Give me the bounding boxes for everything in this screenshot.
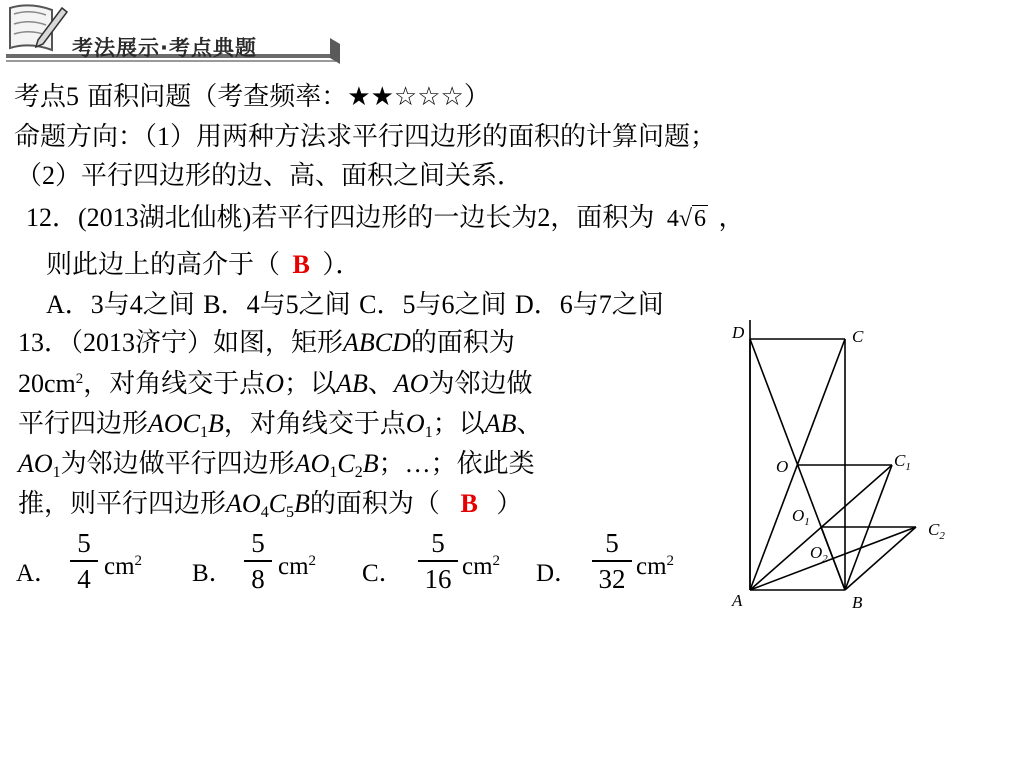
topic-close: ） — [463, 82, 490, 111]
fraction-bar — [70, 560, 98, 562]
label-a: A — [732, 591, 743, 610]
q12-prompt-close: ）． — [322, 250, 362, 279]
label-c2-letter: C — [928, 520, 940, 539]
q12-options: A．3与4之间 B．4与5之间 C．5与6之间 D．6与7之间 — [46, 290, 664, 319]
q13-area-text: 的面积为 — [410, 328, 515, 357]
q12-stem: 12．(2013湖北仙桃)若平行四边形的一边长为2，面积为 — [26, 203, 655, 232]
label-c1-sub: 1 — [905, 461, 911, 473]
label-c1 — [894, 451, 911, 473]
unit-exp: 2 — [308, 553, 317, 569]
q13-text-2a: ，对角线交于点 — [83, 369, 266, 398]
q13-close: ） — [496, 489, 523, 518]
sub-o1: 1 — [424, 424, 433, 441]
sqrt-coef: 4 — [666, 206, 679, 232]
direction-part-1: （1）用两种方法求平行四边形的面积的计算问题； — [144, 122, 717, 151]
option-d-unit — [636, 553, 674, 581]
option-b-fraction — [244, 528, 272, 594]
label-c1-letter: C — [894, 451, 906, 470]
para-ao1c2b-c: C — [337, 449, 355, 478]
q13-line-4 — [18, 449, 535, 479]
option-c-unit — [462, 553, 500, 581]
para-ao4c5b-b: B — [294, 489, 310, 518]
sub-ao1-2: 1 — [329, 464, 338, 481]
q13-sep-2: 、 — [367, 369, 394, 398]
label-o: O — [776, 457, 789, 476]
label-c2 — [928, 520, 945, 542]
q13-text-3c: ；以 — [432, 409, 485, 438]
q13-line-1 — [18, 328, 515, 358]
direction-label: 命题方向： — [14, 122, 145, 152]
option-d-fraction — [592, 528, 632, 594]
banner-title: 考法展示·考点典题 — [72, 36, 257, 60]
q13-area-value: 20cm — [18, 369, 76, 398]
fraction-bar — [418, 560, 458, 562]
option-c-letter: C． — [362, 560, 404, 587]
sqrt-expression — [667, 204, 708, 234]
rect-abcd: ABCD — [343, 328, 411, 357]
unit-exp: 2 — [666, 553, 675, 569]
direction-line-1 — [14, 122, 716, 152]
q13-answer: B — [460, 489, 478, 518]
label-o2-letter: O — [810, 543, 823, 562]
label-o1-letter: O — [792, 506, 805, 525]
q13-text-3a: 平行四边形 — [18, 409, 149, 438]
sub-c5: 5 — [286, 504, 295, 521]
label-b: B — [852, 593, 863, 612]
sub-c1: 1 — [200, 424, 209, 441]
point-o: O — [265, 369, 285, 398]
sub-o4: 4 — [260, 504, 269, 521]
q13-sep-3: 、 — [516, 409, 543, 438]
q12-line-2 — [46, 250, 361, 280]
q13-area-exp: 2 — [75, 371, 84, 387]
unit-text: cm — [636, 553, 667, 580]
label-o1 — [792, 506, 810, 528]
option-a-fraction — [70, 528, 98, 594]
para-ao1c2b-b: B — [362, 449, 379, 478]
topic-stars: ★★☆☆☆ — [347, 82, 464, 111]
label-o2 — [810, 543, 828, 565]
topic-title: 面积问题（考查频率： — [79, 82, 348, 112]
q12-comma: ， — [718, 203, 745, 232]
q13-text-4b: ；…；依此类 — [378, 449, 535, 478]
q13-text-2b: ；以 — [284, 369, 337, 398]
para-ao1c2b-ao: AO — [294, 449, 330, 478]
unit-text: cm — [104, 553, 135, 580]
fraction-bar — [244, 560, 272, 562]
option-a-unit — [104, 553, 142, 581]
option-a-denominator: 4 — [77, 563, 91, 594]
q13-line-3 — [18, 409, 543, 439]
q13-text-2c: 为邻边做 — [428, 369, 533, 398]
option-b-numerator: 5 — [251, 528, 265, 558]
option-a-letter: A． — [16, 560, 60, 587]
side-c2b — [845, 527, 916, 590]
option-d-letter: D． — [536, 560, 580, 587]
option-d-numerator: 5 — [605, 528, 619, 558]
label-o1-sub: 1 — [804, 516, 810, 528]
q13-line-5 — [18, 489, 522, 519]
option-c-fraction — [418, 528, 458, 594]
q13-text-5b: 的面积为（ — [309, 489, 440, 518]
unit-exp: 2 — [492, 553, 501, 569]
label-c: C — [852, 327, 864, 346]
segment-ao: AO — [393, 369, 429, 398]
q12-prompt: 则此边上的高介于（ — [46, 250, 281, 279]
sub-c2: 2 — [354, 464, 363, 481]
sqrt-radicand: 6 — [694, 206, 706, 232]
option-b-letter: B． — [192, 560, 234, 587]
para-aoc1b-name: AOC — [148, 409, 201, 438]
q13-text-5a: 推，则平行四边形 — [18, 489, 227, 518]
option-c-numerator: 5 — [431, 528, 445, 558]
q13-intro: 13．（2013济宁）如图，矩形 — [18, 328, 344, 357]
option-b-unit — [278, 553, 316, 581]
label-d: D — [732, 323, 745, 342]
unit-exp: 2 — [134, 553, 143, 569]
label-c2-sub: 2 — [939, 530, 945, 542]
unit-text: cm — [462, 553, 493, 580]
topic-line — [14, 82, 490, 112]
fraction-bar — [592, 560, 632, 562]
label-o2-sub: 2 — [822, 553, 828, 565]
q13-line-2 — [18, 369, 533, 399]
option-b-denominator: 8 — [251, 563, 265, 594]
segment-ab: AB — [336, 369, 368, 398]
sqrt-sign-icon: √ — [678, 206, 692, 232]
geometry-figure — [700, 320, 1000, 620]
para-ao4c5b-ao: AO — [226, 489, 261, 518]
direction-line-2: （2）平行四边形的边、高、面积之间关系． — [16, 161, 524, 190]
option-d-denominator: 32 — [598, 563, 626, 594]
q13-text-4a: 为邻边做平行四边形 — [60, 449, 295, 478]
point-o1: O — [405, 409, 425, 438]
q12-line-1 — [26, 203, 745, 234]
sub-ao1: 1 — [52, 464, 61, 481]
q13-text-3b: ，对角线交于点 — [223, 409, 406, 438]
para-aoc1b-b: B — [208, 409, 224, 438]
q12-answer: B — [292, 250, 310, 279]
segment-ab-2: AB — [484, 409, 517, 438]
option-c-denominator: 16 — [424, 563, 452, 594]
para-ao4c5b-c: C — [268, 489, 287, 518]
segment-ao1: AO — [18, 449, 53, 478]
topic-num: 5 — [66, 82, 80, 111]
option-a-numerator: 5 — [77, 528, 91, 558]
unit-text: cm — [278, 553, 309, 580]
topic-prefix: 考点 — [14, 82, 67, 112]
